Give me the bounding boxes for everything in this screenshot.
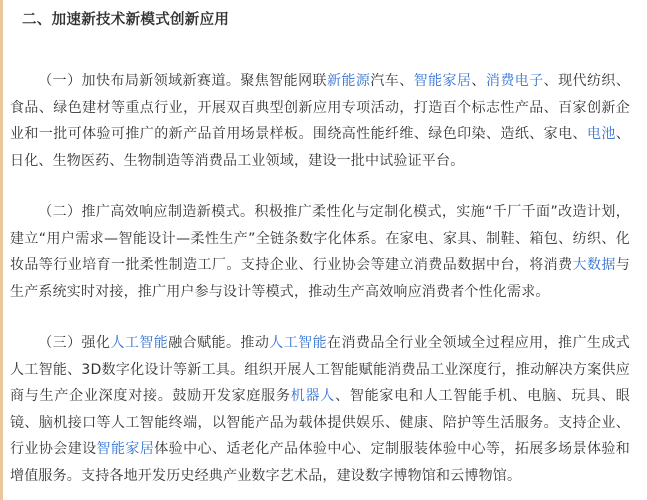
paragraph-3-text: 、智能家电和人工智能手机、电脑、玩具、眼镜、脑机接口等人工智能终端，以智能产品为载体提供娱乐、健康、陪护等生活服务。支持企业、行业协会建设 <box>10 388 630 457</box>
paragraph-1 <box>10 68 630 174</box>
paragraph-2-text: 与生产系统实时对接，推广用户参与设计等模式，推动生产高效响应消费者个性化需求。 <box>10 257 630 300</box>
paragraph-3-text: 融合赋能。推动 <box>168 335 270 351</box>
keyword-link-ai[interactable]: 人工智能 <box>110 335 169 351</box>
left-border <box>0 0 3 500</box>
keyword-link-smart-home[interactable]: 智能家居 <box>96 441 155 457</box>
keyword-link-robot[interactable]: 机器人 <box>290 388 336 404</box>
keyword-link-smart-home[interactable]: 智能家居 <box>413 73 472 89</box>
paragraph-1-text: 、 <box>471 73 486 89</box>
paragraph-3-text: 体验中心、适老化产品体验中心、定制服装体验中心等，拓展多场景体验和增值服务。支持各地开发历史经典产业数字艺术品，建设数字博物馆和云博物馆。 <box>10 441 630 484</box>
keyword-link-ai[interactable]: 人工智能 <box>269 335 328 351</box>
keyword-link-big-data[interactable]: 大数据 <box>572 257 616 273</box>
section-heading: 二、加速新技术新模式创新应用 <box>22 12 230 28</box>
keyword-link-consumer-electronics[interactable]: 消费电子 <box>485 73 544 89</box>
paragraph-1-text: 、现代纺织、食品、绿色建材等重点行业，开展双百典型创新应用专项活动，打造百个标志性产品、百家创新企业和一批可体验可推广的新产品首用场景样板。围绕高性能纤维、绿色印染、造纸、家电、 <box>10 73 631 142</box>
keyword-link-new-energy[interactable]: 新能源 <box>327 73 371 89</box>
keyword-link-battery[interactable]: 电池 <box>586 126 616 142</box>
paragraph-1-text: 、日化、生物医药、生物制造等消费品工业领域，建设一批中试验证平台。 <box>10 126 631 169</box>
paragraph-2-text: （二）推广高效响应制造新模式。积极推广柔性化与定制化模式，实施“千厂千面”改造计划，建立“用户需求—智能设计—柔性生产”全链条数字化体系。在家电、家具、制鞋、箱包、纺织、化妆品等行业培育一批柔性制造工厂。支持企业、行业协会等建立消费品数据中台，将消费 <box>10 204 630 273</box>
paragraph-3 <box>10 330 630 489</box>
paragraph-1-text: 汽车、 <box>370 73 414 89</box>
paragraph-3-text: 在消费品全行业全领域全过程应用，推广生成式人工智能、3D数字化设计等新工具。组织开展人工智能赋能消费品工业深度行，推动解决方案供应商与生产企业深度对接。鼓励开发家庭服务 <box>10 335 631 404</box>
paragraph-3-text: （三）强化 <box>38 335 111 351</box>
paragraph-1-text: （一）加快布局新领域新赛道。聚焦智能网联 <box>38 73 327 89</box>
paragraph-2 <box>10 199 630 305</box>
